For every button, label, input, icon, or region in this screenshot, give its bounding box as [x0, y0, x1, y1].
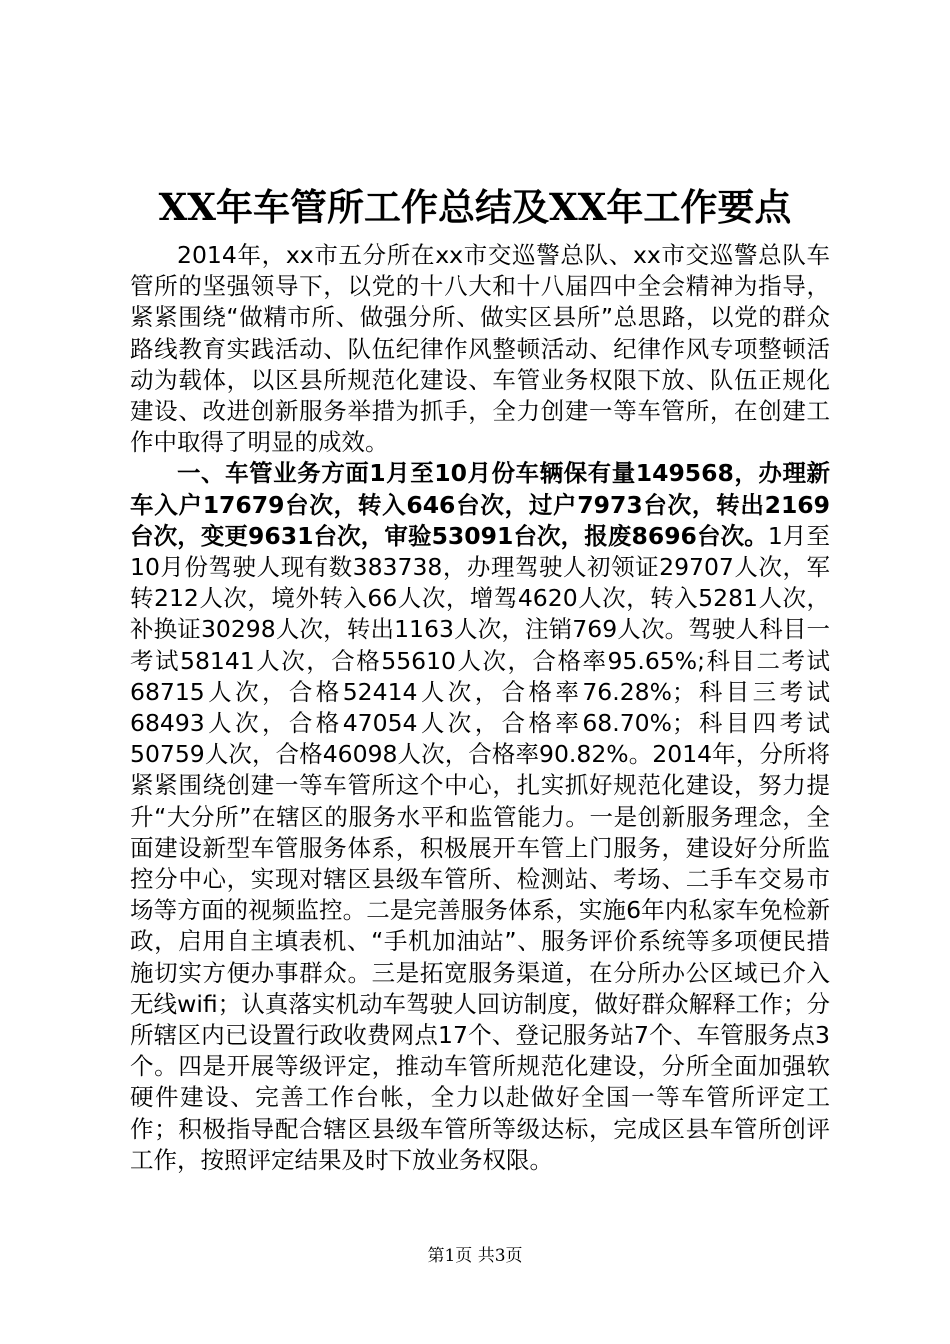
document-body: [130, 240, 830, 1176]
paragraph-lead: 一、车管业务方面1月至10月份车辆保有量149568，办理新车入户17679台次，转入646台次，过户7973台次，转出2169台次，变更9631台次，审验53091台次，报废8696台次。: [130, 459, 830, 550]
paragraph-vehicle-business: [130, 458, 830, 1176]
paragraph-text: 2014年，xx市五分所在xx市交巡警总队、xx市交巡警总队车管所的坚强领导下，以党的十八大和十八届四中全会精神为指导，紧紧围绕“做精市所、做强分所、做实区县所”总思路，以党的群众路线教育实践活动、队伍纪律作风整顿活动、纪律作风专项整顿活动为载体，以区县所规范化建设、车管业务权限下放、队伍正规化建设、改进创新服务举措为抓手，全力创建一等车管所，在创建工作中取得了明显的成效。: [130, 241, 830, 457]
document-title: XX年车管所工作总结及XX年工作要点: [158, 185, 792, 229]
page-number-footer: 第1页 共3页: [427, 1246, 523, 1266]
paragraph-intro: [130, 240, 830, 458]
paragraph-text: 1月至10月份驾驶人现有数383738，办理驾驶人初领证29707人次，军转212人次，境外转入66人次，增驾4620人次，转入5281人次，补换证30298人次，转出1163人次，注销769人次。驾驶人科目一考试58141人次，合格55610人次，合格率95.65%;科目二考试68715人次，合格52414人次，合格率76.28%；科目三考试68493人次，合格47054人次，合格率68.70%；科目四考试50759人次，合格46098人次，合格率90.82%。2014年，分所将紧紧围绕创建一等车管所这个中心，扎实抓好规范化建设，努力提升“大分所”在辖区的服务水平和监管能力。一是创新服务理念，全面建设新型车管服务体系，积极展开车管上门服务，建设好分所监控分中心，实现对辖区县级车管所、检测站、考场、二手车交易市场等方面的视频监控。二是完善服务体系，实施6年内私家车免检新政，启用自主填表机、“手机加油站”、服务评价系统等多项便民措施切实方便办事群众。三是拓宽服务渠道，在分所办公区域已介入无线wifi；认真落实机动车驾驶人回访制度，做好群众解释工作；分所辖区内已设置行政收费网点17个、登记服务站7个、车管服务点3个。四是开展等级评定，推动车管所规范化建设，分所全面加强软硬件建设、完善工作台帐，全力以赴做好全国一等车管所评定工作；积极指导配合辖区县级车管所等级达标，完成区县车管所创评工作，按照评定结果及时下放业务权限。: [130, 521, 830, 1174]
